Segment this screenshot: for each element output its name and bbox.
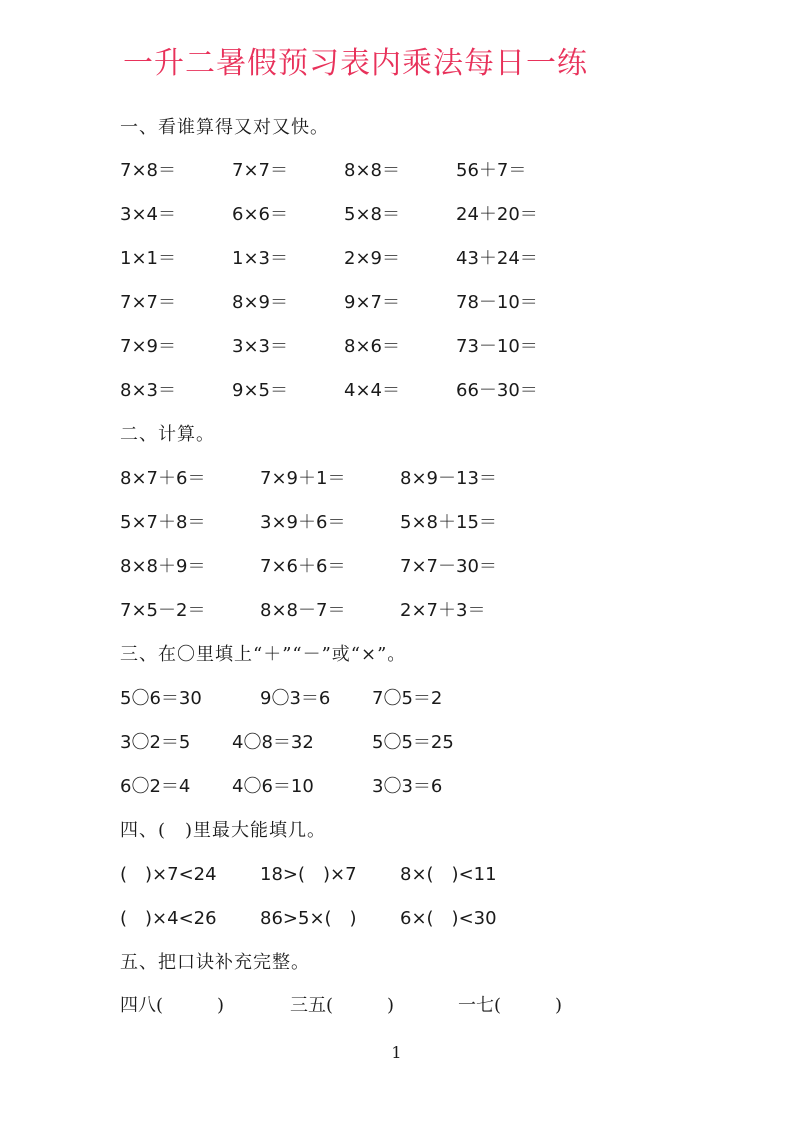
problem: 8×9＝ — [232, 292, 288, 313]
s1-row-5 — [0, 332, 793, 358]
problem: ( )×4<26 — [120, 908, 217, 929]
problem: 8×8＝ — [344, 160, 400, 181]
s3-row-3 — [0, 772, 793, 798]
problem: 5〇6＝30 — [120, 688, 202, 709]
problem: 78－10＝ — [456, 292, 538, 313]
s4-row-2 — [0, 904, 793, 930]
problem: 3×9＋6＝ — [260, 512, 346, 533]
s4-row-1 — [0, 860, 793, 886]
problem: ( )×7<24 — [120, 864, 217, 885]
section-4-heading: 四、( )里最大能填几。 — [120, 820, 327, 841]
problem: 6×( )<30 — [400, 908, 497, 929]
problem: 1×3＝ — [232, 248, 288, 269]
problem: 9〇3＝6 — [260, 688, 331, 709]
problem: 7×7－30＝ — [400, 556, 497, 577]
problem: 1×1＝ — [120, 248, 176, 269]
problem: 8×8＋9＝ — [120, 556, 206, 577]
s2-row-3 — [0, 552, 793, 578]
problem: 6〇2＝4 — [120, 776, 191, 797]
problem: 7〇5＝2 — [372, 688, 443, 709]
problem: 7×9＝ — [120, 336, 176, 357]
s3-row-2 — [0, 728, 793, 754]
problem: 43＋24＝ — [456, 248, 538, 269]
problem: 8×9－13＝ — [400, 468, 497, 489]
s2-row-1 — [0, 464, 793, 490]
problem: 4〇6＝10 — [232, 776, 314, 797]
problem: 56＋7＝ — [456, 160, 527, 181]
section-3-heading: 三、在〇里填上“＋”“－”或“×”。 — [120, 644, 407, 665]
problem: 9×7＝ — [344, 292, 400, 313]
problem: 4×4＝ — [344, 380, 400, 401]
s1-row-4 — [0, 288, 793, 314]
problem: 2×7＋3＝ — [400, 600, 486, 621]
problem: 4〇8＝32 — [232, 732, 314, 753]
problem: 3〇3＝6 — [372, 776, 443, 797]
section-2-heading: 二、计算。 — [120, 424, 215, 445]
page-title: 一升二暑假预习表内乘法每日一练 — [123, 46, 588, 81]
problem: 5×7＋8＝ — [120, 512, 206, 533]
problem: 7×6＋6＝ — [260, 556, 346, 577]
problem: 3〇2＝5 — [120, 732, 191, 753]
page-number: 1 — [391, 1043, 402, 1062]
problem: 7×7＝ — [120, 292, 176, 313]
problem: 三五( ) — [290, 995, 395, 1016]
s1-row-1 — [0, 156, 793, 182]
problem: 3×4＝ — [120, 204, 176, 225]
problem: 7×7＝ — [232, 160, 288, 181]
problem: 四八( ) — [120, 995, 225, 1016]
s5-row-1 — [0, 991, 793, 1017]
problem: 6×6＝ — [232, 204, 288, 225]
s2-row-2 — [0, 508, 793, 534]
s1-row-6 — [0, 376, 793, 402]
problem: 73－10＝ — [456, 336, 538, 357]
problem: 8×7＋6＝ — [120, 468, 206, 489]
problem: 一七( ) — [458, 995, 563, 1016]
problem: 7×9＋1＝ — [260, 468, 346, 489]
problem: 8×( )<11 — [400, 864, 497, 885]
problem: 8×8－7＝ — [260, 600, 346, 621]
problem: 86>5×( ) — [260, 908, 357, 929]
problem: 9×5＝ — [232, 380, 288, 401]
s1-row-3 — [0, 244, 793, 270]
problem: 2×9＝ — [344, 248, 400, 269]
problem: 7×5－2＝ — [120, 600, 206, 621]
problem: 3×3＝ — [232, 336, 288, 357]
problem: 24＋20＝ — [456, 204, 538, 225]
s3-row-1 — [0, 684, 793, 710]
s1-row-2 — [0, 200, 793, 226]
problem: 5×8＝ — [344, 204, 400, 225]
s2-row-4 — [0, 596, 793, 622]
problem: 18>( )×7 — [260, 864, 357, 885]
problem: 66－30＝ — [456, 380, 538, 401]
problem: 7×8＝ — [120, 160, 176, 181]
section-1-heading: 一、看谁算得又对又快。 — [120, 117, 329, 138]
problem: 8×6＝ — [344, 336, 400, 357]
section-5-heading: 五、把口诀补充完整。 — [120, 952, 310, 973]
problem: 5〇5＝25 — [372, 732, 454, 753]
problem: 5×8＋15＝ — [400, 512, 497, 533]
problem: 8×3＝ — [120, 380, 176, 401]
